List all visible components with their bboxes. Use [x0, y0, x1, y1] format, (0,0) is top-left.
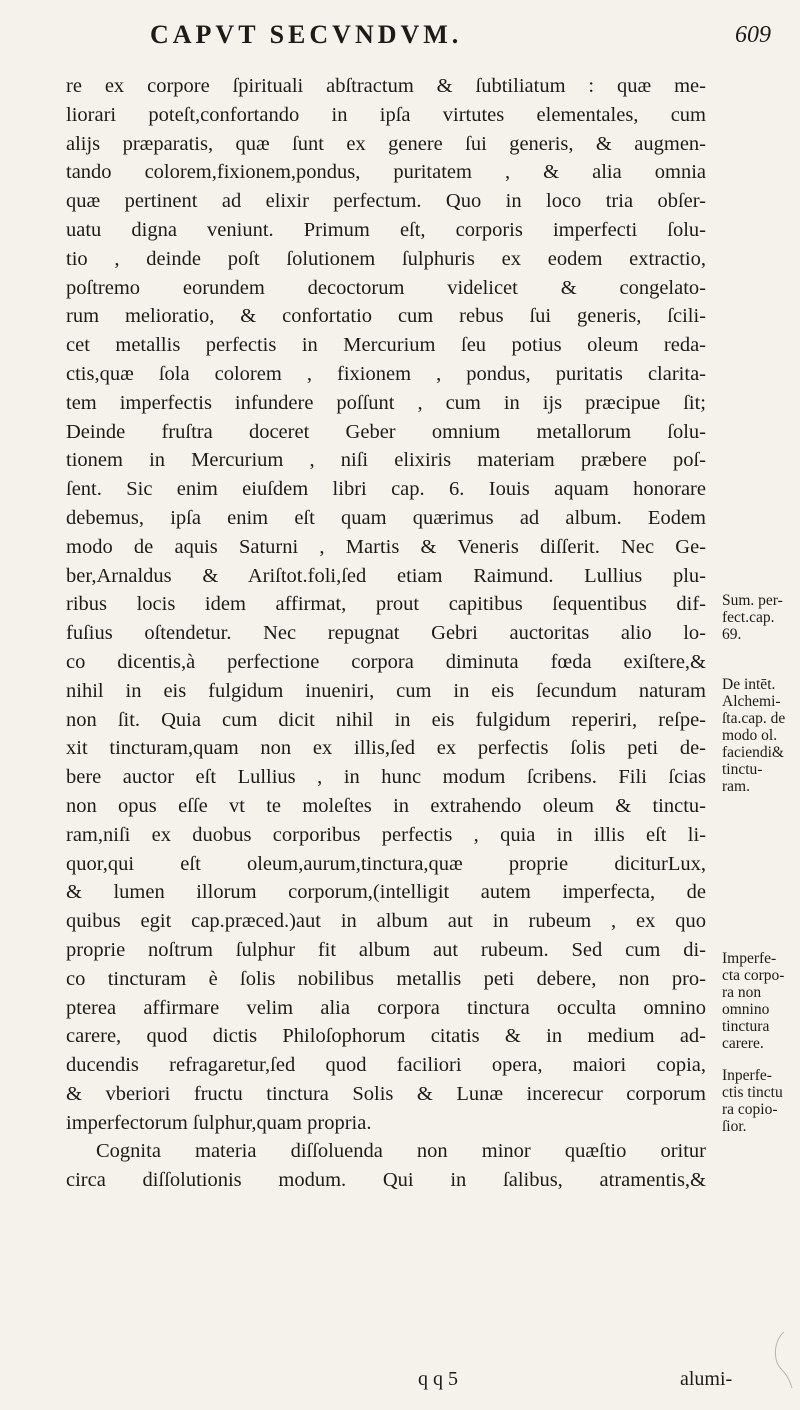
- text-line: re ex corpore ſpirituali abſtractum & ſubtiliatum : quæ me-: [66, 75, 706, 97]
- running-head: CAPVT SECVNDVM.: [150, 20, 463, 49]
- text-line: ducendis refragaretur,ſed quod faciliori opera, maiori copia,: [66, 1054, 706, 1077]
- text-line: bere auctor eſt Lullius , in hunc modum ſcribens. Fili ſcias: [66, 766, 706, 789]
- margin-note-line: ctis tinctu: [722, 1084, 783, 1101]
- text-line: uatu digna veniunt. Primum eſt, corporis imperfecti ſolu-: [66, 218, 706, 241]
- text-line: non ſit. Quia cum dicit nihil in eis fulgidum reperiri, reſpe-: [66, 708, 706, 731]
- text-line: xit tincturam,quam non ex illis,ſed ex perfectis ſolis peti de-: [66, 737, 706, 760]
- text-line: ctis,quæ ſola colorem , fixionem , pondus, puritatis clarita-: [66, 362, 706, 385]
- margin-note-line: Alchemi-: [722, 693, 781, 710]
- text-line: co dicentis,à perfectione corpora diminuta fœda exiſtere,&: [66, 650, 706, 673]
- text-line: proprie noſtrum ſulphur fit album aut rubeum. Sed cum di-: [66, 938, 706, 961]
- page-number: 609: [735, 22, 771, 48]
- text-line: pterea affirmare velim alia corpora tinctura occulta omnino: [66, 996, 706, 1019]
- text-line: debemus, ipſa enim eſt quam quærimus ad album. Eodem: [66, 506, 706, 529]
- margin-note: [722, 950, 800, 1052]
- text-line: tando colorem,fixionem,pondus, puritatem , & alia omnia: [66, 161, 706, 184]
- text-line: & vberiori fructu tinctura Solis & Lunæ incerecur corporum: [66, 1082, 706, 1105]
- margin-note-line: ſior.: [722, 1118, 747, 1135]
- text-line: ribus locis idem affirmat, prout capitibus ſequentibus dif-: [66, 593, 706, 616]
- margin-note-line: 69.: [722, 626, 742, 643]
- margin-note: [722, 676, 800, 795]
- text-line: tem imperfectis infundere poſſunt , cum in ijs præcipue ſit;: [66, 391, 706, 414]
- margin-note-line: ram.: [722, 778, 750, 795]
- text-line: liorari poteſt,confortando in ipſa virtutes elementales, cum: [66, 103, 706, 126]
- text-line: non opus eſſe vt te moleſtes in extrahendo oleum & tinctu-: [66, 794, 706, 817]
- text-line: fuſius oſtendetur. Nec repugnat Gebri auctoritas alio lo-: [66, 622, 706, 645]
- text-line: quor,qui eſt oleum,aurum,tinctura,quæ proprie diciturLux,: [66, 852, 706, 875]
- text-line: quæ pertinent ad elixir perfectum. Quo in loco tria obſer-: [66, 190, 706, 213]
- text-line: imperfectorum ſulphur,quam propria.: [66, 1111, 372, 1134]
- text-line: carere, quod dictis Philoſophorum citatis & in medium ad-: [66, 1025, 706, 1048]
- text-line: circa diſſolutionis modum. Qui in ſalibus, atramentis,&: [66, 1169, 706, 1192]
- text-line: ſent. Sic enim eiuſdem libri cap. 6. Iouis aquam honorare: [66, 478, 706, 501]
- text-line: Deinde fruſtra doceret Geber omnium metallorum ſolu-: [66, 420, 706, 443]
- text-line: co tincturam è ſolis nobilibus metallis peti debere, non pro-: [66, 967, 706, 990]
- margin-note-line: faciendi&: [722, 744, 784, 761]
- catchword: alumi-: [680, 1368, 733, 1390]
- margin-note-line: cta corpo-: [722, 967, 785, 984]
- margin-note-line: omnino: [722, 1001, 770, 1018]
- margin-note-line: ra non: [722, 984, 762, 1001]
- margin-note-line: Inperfe-: [722, 1067, 772, 1084]
- text-line: ram,niſi ex duobus corporibus perfectis , quia in illis eſt li-: [66, 823, 706, 846]
- text-line: & lumen illorum corporum,(intelligit autem imperfecta, de: [66, 881, 706, 904]
- margin-note-line: fect.cap.: [722, 609, 775, 626]
- margin-note-line: Sum. per-: [722, 592, 783, 609]
- text-line: poſtremo eorundem decoctorum videlicet & congelato-: [66, 276, 706, 299]
- signature-mark: q q 5: [418, 1368, 458, 1390]
- text-line: Cognita materia diſſoluenda non minor quæſtio oritur: [96, 1140, 706, 1163]
- text-line: modo de aquis Saturni , Martis & Veneris diſſerit. Nec Ge-: [66, 535, 706, 558]
- margin-note-line: modo ol.: [722, 727, 778, 744]
- text-line: alijs præparatis, quæ ſunt ex genere ſui generis, & augmen-: [66, 132, 706, 155]
- margin-note-line: tinctura: [722, 1018, 770, 1035]
- body-text: [66, 72, 706, 1195]
- margin-note-line: carere.: [722, 1035, 764, 1052]
- text-line: quibus egit cap.præced.)aut in album aut in rubeum , ex quo: [66, 910, 706, 933]
- margin-note-line: ra copio-: [722, 1101, 778, 1118]
- text-line: ber,Arnaldus & Ariſtot.foli,ſed etiam Raimund. Lullius plu-: [66, 564, 706, 587]
- text-line: tionem in Mercurium , niſi elixiris materiam præbere poſ-: [66, 449, 706, 472]
- text-line: rum melioratio, & confortatio cum rebus ſui generis, ſcili-: [66, 305, 706, 328]
- text-line: nihil in eis fulgidum inueniri, cum in eis ſecundum naturam: [66, 679, 706, 702]
- margin-note: [722, 592, 800, 643]
- margin-note-line: ſta.cap. de: [722, 710, 786, 727]
- margin-note-line: tinctu-: [722, 761, 763, 778]
- margin-note-line: Imperfe-: [722, 950, 777, 967]
- paper-edge-mark: [754, 1330, 794, 1390]
- text-line: cet metallis perfectis in Mercurium ſeu potius oleum reda-: [66, 334, 706, 357]
- text-line: tio , deinde poſt ſolutionem ſulphuris ex eodem extractio,: [66, 247, 706, 270]
- margin-note-line: De intēt.: [722, 676, 776, 693]
- margin-note: [722, 1067, 800, 1135]
